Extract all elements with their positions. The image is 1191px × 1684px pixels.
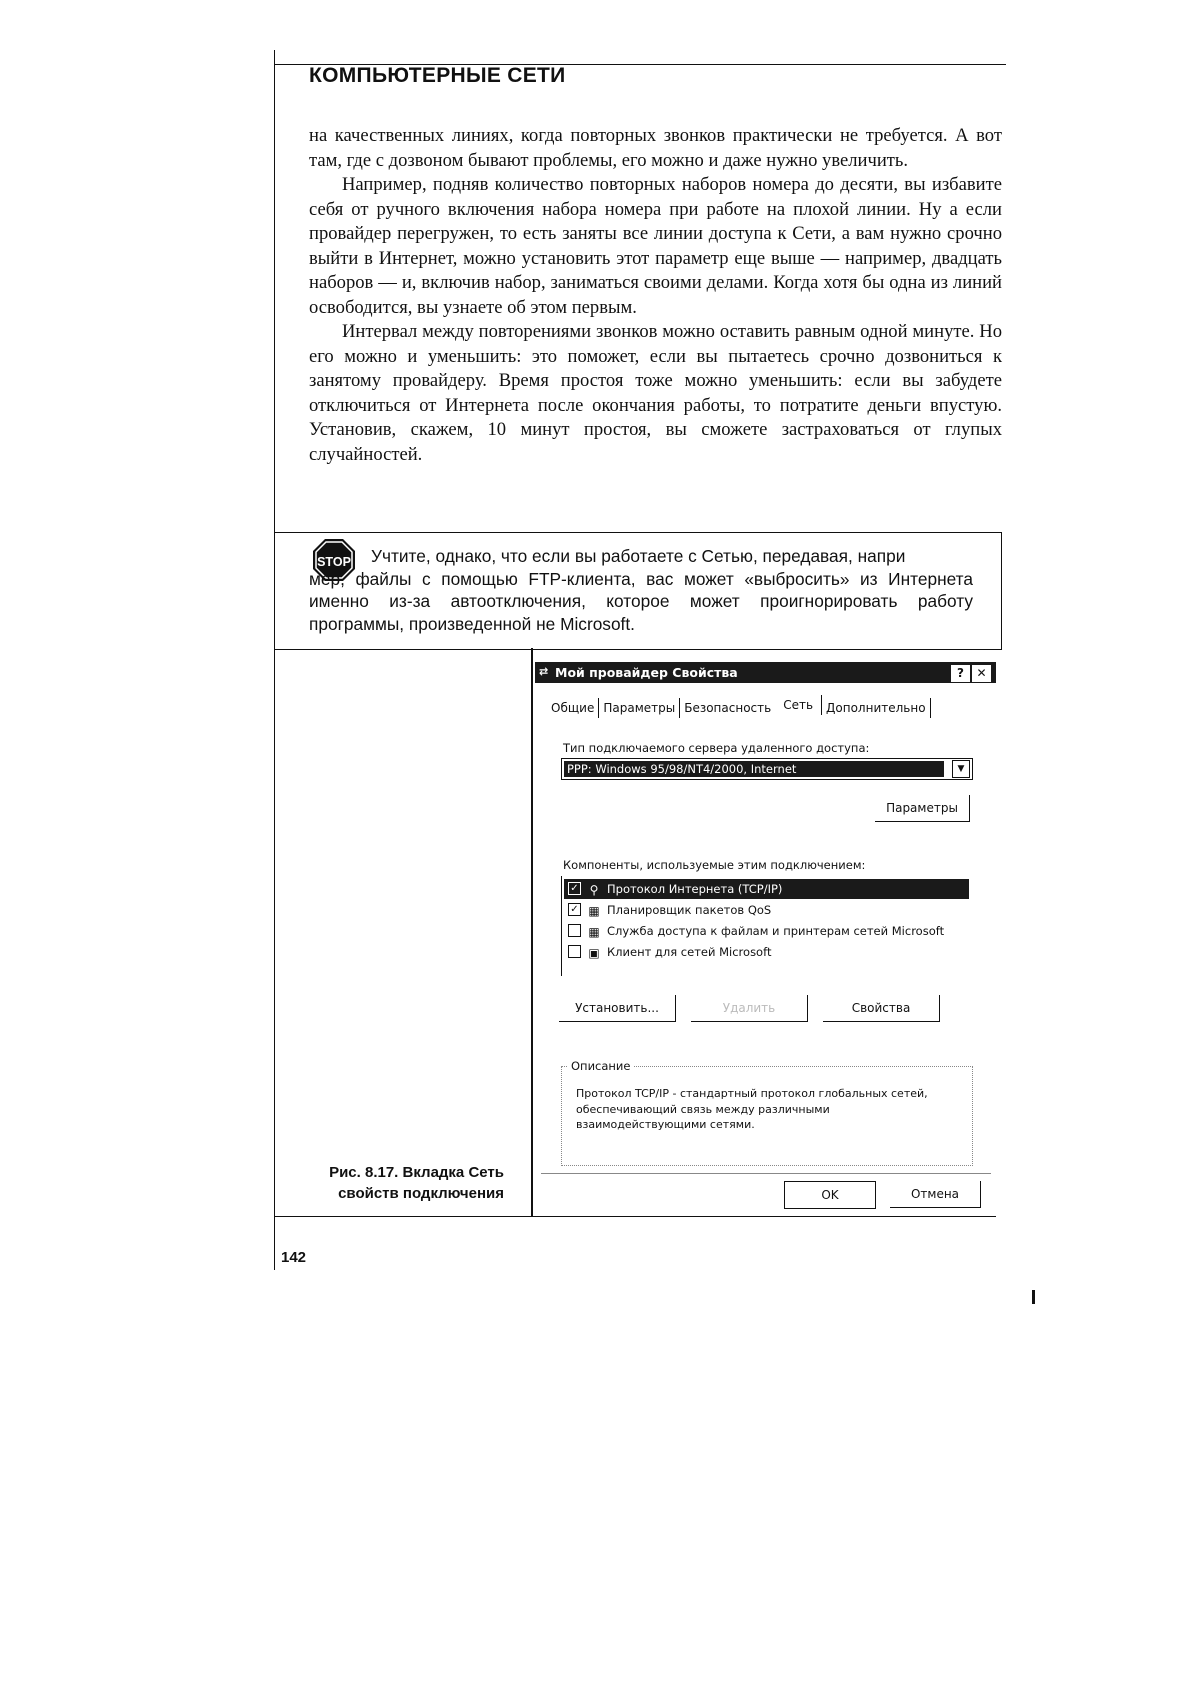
- checkbox-checked[interactable]: ✓: [568, 903, 581, 916]
- caption-line-1: Рис. 8.17. Вкладка Сеть: [329, 1164, 504, 1181]
- client-icon: ▣: [588, 945, 600, 960]
- checkbox-checked[interactable]: ✓: [568, 882, 581, 895]
- properties-button[interactable]: Свойства: [823, 995, 940, 1022]
- server-type-value: PPP: Windows 95/98/NT4/2000, Internet: [564, 761, 944, 777]
- paragraph: Например, подняв количество повторных наборов номера до десяти, вы избавите себя от ручного включения набора номера при работе на плохой линии. Ну а если провайдер перегружен, то есть заняты все линии доступа к Сети, а вам нужно срочно выйти в Интернет, можно установить этот параметр еще выше — например, двадцать наборов — и, включив набор, заниматься своими делами. Когда хотя бы одна из линий освободится, вы узнаете об этом первым.: [309, 174, 1002, 318]
- chapter-title: КОМПЬЮТЕРНЫЕ СЕТИ: [309, 64, 566, 87]
- dialog-separator: [541, 1173, 991, 1174]
- tab-network[interactable]: Сеть: [775, 695, 822, 715]
- checkbox-unchecked[interactable]: [568, 945, 581, 958]
- description-label: Описание: [568, 1059, 633, 1073]
- properties-dialog: [535, 662, 996, 1216]
- ok-button[interactable]: OK: [784, 1181, 876, 1209]
- service-icon: ▦: [588, 903, 600, 918]
- checkbox-unchecked[interactable]: [568, 924, 581, 937]
- tab-security[interactable]: Безопасность: [684, 701, 772, 715]
- components-label: Компоненты, используемые этим подключением:: [563, 858, 866, 872]
- component-label: Служба доступа к файлам и принтерам сетей Microsoft: [607, 924, 945, 938]
- settings-button[interactable]: Параметры: [875, 795, 970, 822]
- description-group: [561, 1059, 973, 1166]
- server-type-label: Тип подключаемого сервера удаленного доступа:: [563, 741, 870, 755]
- remove-button[interactable]: Удалить: [691, 995, 808, 1022]
- connection-icon: ⇄: [539, 665, 549, 678]
- list-item[interactable]: [564, 900, 969, 920]
- list-item[interactable]: [564, 879, 969, 899]
- note-rest: мер, файлы с помощью FTP-клиента, вас может «выбросить» из Интернета именно из-за автоотключения, которое может проигнорировать работу программы, произведенной не Microsoft.: [309, 568, 973, 634]
- stop-icon-label: STOP: [317, 555, 351, 569]
- caption-line-2: свойств подключения: [338, 1185, 504, 1202]
- component-label: Клиент для сетей Microsoft: [607, 945, 772, 959]
- list-item[interactable]: [564, 921, 969, 941]
- chevron-down-icon[interactable]: ▼: [952, 760, 970, 778]
- dialog-titlebar[interactable]: [535, 662, 996, 683]
- components-list[interactable]: [561, 876, 972, 976]
- help-button[interactable]: ?: [951, 665, 970, 682]
- dialog-title: Мой провайдер Свойства: [555, 665, 738, 680]
- component-label: Планировщик пакетов QoS: [607, 903, 772, 917]
- install-button[interactable]: Установить...: [559, 995, 676, 1022]
- note-first-line: Учтите, однако, что если вы работаете с Сетью, передавая, напри: [371, 546, 906, 566]
- figure-caption: [300, 1162, 504, 1204]
- scan-mark: [1032, 1290, 1035, 1304]
- server-type-select[interactable]: [561, 758, 973, 780]
- tab-parameters[interactable]: Параметры: [599, 698, 680, 718]
- paragraph: Интервал между повторениями звонков можно оставить равным одной минуте. Но его можно и уменьшить: это поможет, если вы пытаетесь срочно дозвониться к занятому провайдеру. Время простоя тоже можно уменьшить: если вы забудете отключиться от Интернета после окончания работы, то потратите деньги впустую. Установив, скажем, 10 минут простоя, вы сможете застраховаться от глупых случайностей.: [309, 321, 1002, 465]
- component-label: Протокол Интернета (TCP/IP): [607, 882, 783, 896]
- description-text: Протокол TCP/IP - стандартный протокол глобальных сетей, обеспечивающий связь между различными взаимодействующими сетями.: [576, 1087, 928, 1131]
- service-icon: ▦: [588, 924, 600, 939]
- cancel-button[interactable]: Отмена: [890, 1181, 981, 1208]
- protocol-icon: ⚲: [589, 882, 599, 897]
- close-button[interactable]: ✕: [972, 665, 991, 682]
- tab-advanced[interactable]: Дополнительно: [822, 698, 931, 718]
- body-text: [309, 124, 1002, 467]
- page-number: 142: [281, 1249, 307, 1266]
- figure-divider: [531, 648, 533, 1216]
- list-item[interactable]: [564, 942, 969, 962]
- tab-general[interactable]: Общие: [547, 698, 599, 718]
- tab-strip: [547, 698, 931, 720]
- paragraph: на качественных линиях, когда повторных звонков практически не требуется. А вот там, где с дозвоном бывают проблемы, его можно и даже нужно увеличить.: [309, 125, 1002, 171]
- note-text: [309, 545, 973, 635]
